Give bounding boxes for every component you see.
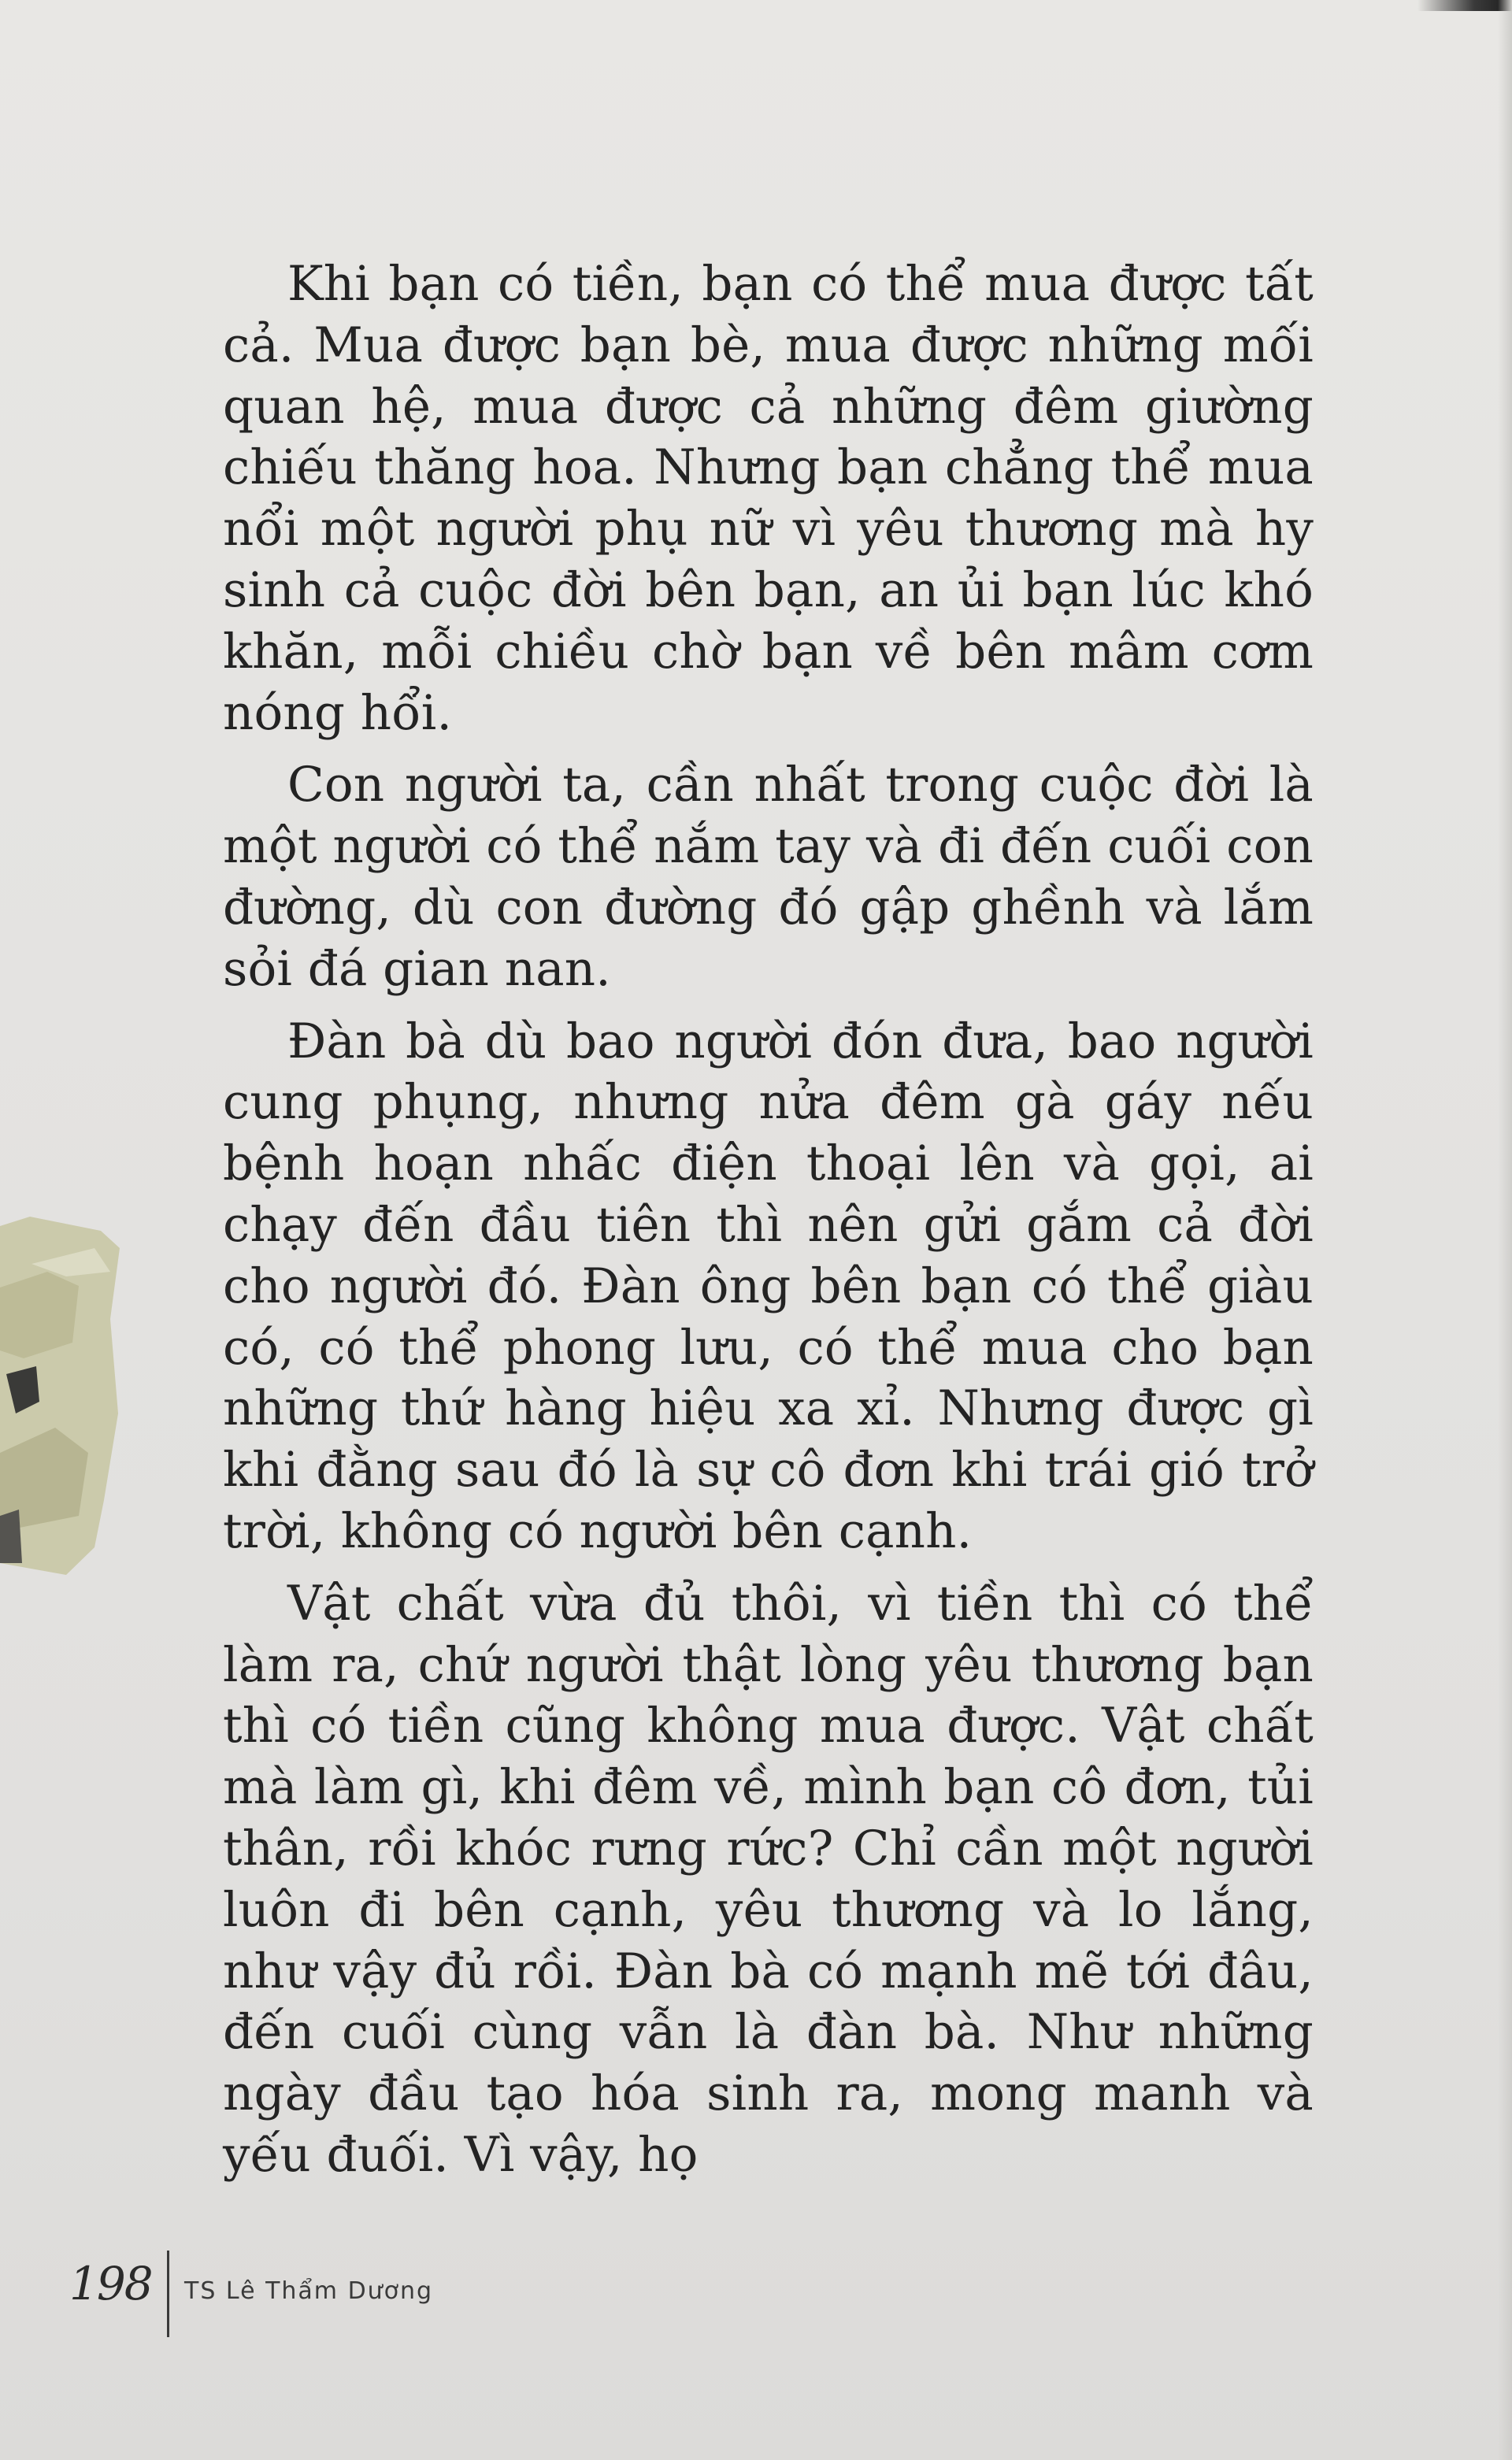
body-text xyxy=(223,254,1314,2186)
torn-tape-piece xyxy=(0,1217,126,1575)
paragraph-1: Khi bạn có tiền, bạn có thể mua được tất cả. Mua được bạn bè, mua được những mối quan hệ, mua được cả những đêm giường chiếu thăng hoa. Nhưng bạn chẳng thể mua nổi một người phụ nữ vì yêu thương mà hy sinh cả cuộc đời bên bạn, an ủi bạn lúc khó khăn, mỗi chiều chờ bạn về bên mâm cơm nóng hổi. xyxy=(223,256,1314,741)
paragraph-2: Con người ta, cần nhất trong cuộc đời là một người có thể nắm tay và đi đến cuối con đường, dù con đường đó gập ghềnh và lắm sỏi đá gian nan. xyxy=(223,757,1314,997)
paragraph-4: Vật chất vừa đủ thôi, vì tiền thì có thể làm ra, chứ người thật lòng yêu thương bạn thì có tiền cũng không mua được. Vật chất mà làm gì, khi đêm về, mình bạn cô đơn, tủi thân, rồi khóc rưng rức? Chỉ cần một người luôn đi bên cạnh, yêu thương và lo lắng, như vậy đủ rồi. Đàn bà có mạnh mẽ tới đâu, đến cuối cùng vẫn là đàn bà. Như những ngày đầu tạo hóa sinh ra, mong manh và yếu đuối. Vì vậy, họ xyxy=(223,1575,1314,2183)
author-name: TS Lê Thẩm Dương xyxy=(184,2277,434,2305)
page-number: 198 xyxy=(69,2257,152,2310)
page-edge-shadow-right xyxy=(1498,0,1512,2460)
footer-divider xyxy=(167,2251,169,2337)
paragraph-3: Đàn bà dù bao người đón đưa, bao người cung phụng, nhưng nửa đêm gà gáy nếu bệnh hoạn nhấc điện thoại lên và gọi, ai chạy đến đầu tiên thì nên gửi gắm cả đời cho người đó. Đàn ông bên bạn có thể giàu có, có thể phong lưu, có thể mua cho bạn những thứ hàng hiệu xa xỉ. Nhưng được gì khi đằng sau đó là sự cô đơn khi trái gió trở trời, không có người bên cạnh. xyxy=(223,1013,1314,1559)
